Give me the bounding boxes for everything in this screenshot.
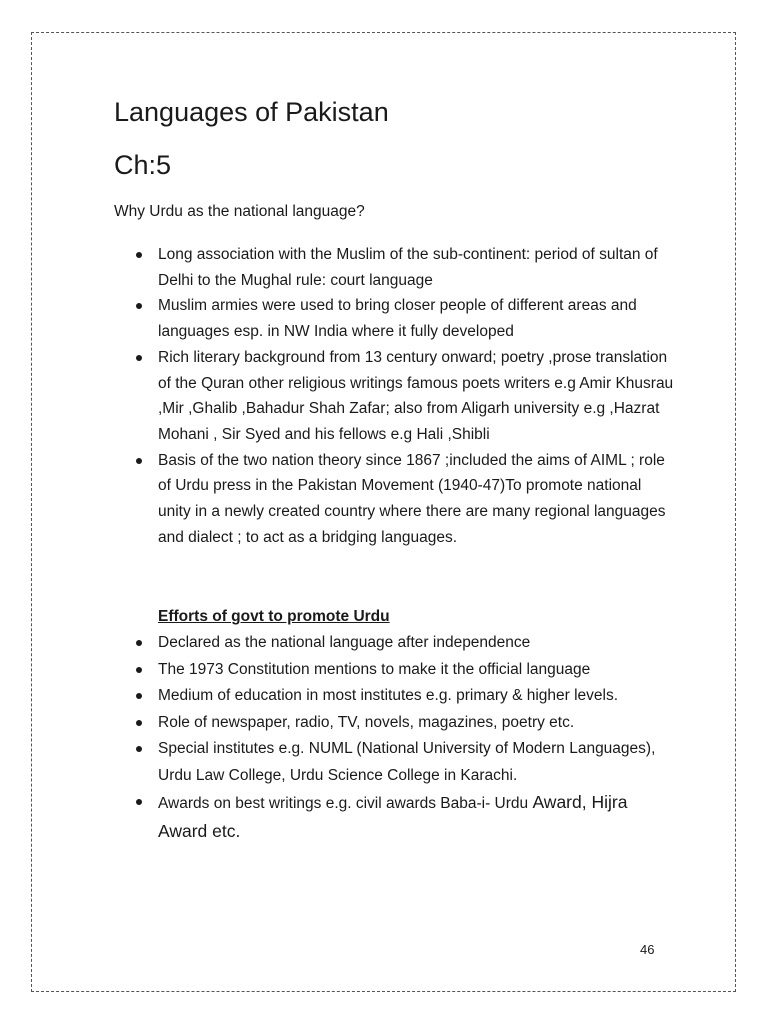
bullet-icon: [136, 355, 142, 361]
bullet-icon: [136, 458, 142, 464]
bullet-icon: [136, 799, 142, 805]
page-title: Languages of Pakistan: [114, 97, 389, 127]
list-item: [114, 789, 674, 846]
list-item: [114, 630, 674, 657]
bullet-icon: [136, 303, 142, 309]
document-body: [114, 92, 674, 846]
list-item: [114, 710, 674, 737]
list-item: [114, 242, 674, 293]
page-number: 46: [640, 942, 655, 957]
list-item-text: The 1973 Constitution mentions to make it the official language: [158, 660, 591, 678]
list-item-text: Medium of education in most institutes e.g. primary & higher levels.: [158, 687, 619, 705]
list-item-text: Awards on best writings e.g. civil awards Baba-i- Urdu: [158, 795, 533, 813]
list-item-text: Muslim armies were used to bring closer people of different areas and languages esp. in NW India where it fully developed: [158, 297, 637, 341]
list-item-text: Declared as the national language after independence: [158, 634, 531, 652]
list-item-text: Basis of the two nation theory since 1867 ;included the aims of AIML ; role of Urdu press in the Pakistan Movement (1940-47)To promote national unity in a newly created country where there are many regional languages and dialect ; to act as a bridging languages.: [158, 451, 666, 546]
efforts-heading: Efforts of govt to promote Urdu: [158, 608, 390, 626]
list-item: [114, 736, 674, 789]
chapter-heading: Ch:5: [114, 150, 172, 180]
list-item-text-large: Award, Hijra Award etc.: [158, 792, 628, 841]
bullet-icon: [136, 720, 142, 726]
list-item-text: Role of newspaper, radio, TV, novels, magazines, poetry etc.: [158, 713, 575, 731]
list-item: [114, 683, 674, 710]
bullet-icon: [136, 693, 142, 699]
list-item-text: Special institutes e.g. NUML (National University of Modern Languages), Urdu Law College, Urdu Science College in Karachi.: [158, 740, 656, 784]
list-item-text: Long association with the Muslim of the sub-continent: period of sultan of Delhi to the Mughal rule: court language: [158, 246, 658, 289]
bullet-icon: [136, 252, 142, 258]
bullet-icon: [136, 667, 142, 673]
bullet-icon: [136, 640, 142, 646]
list-item: [114, 345, 674, 448]
reasons-list: [114, 242, 674, 550]
list-item-text: Rich literary background from 13 century onward; poetry ,prose translation of the Quran other religious writings famous poets writers e.g Amir Khusrau ,Mir ,Ghalib ,Bahadur Shah Zafar; also from Aligarh university e.g ,Hazrat Mohani , Sir Syed and his fellows e.g Hali ,Shibli: [158, 348, 674, 443]
section-question: Why Urdu as the national language?: [114, 203, 365, 220]
list-item: [114, 448, 674, 551]
efforts-list: [114, 630, 674, 846]
list-item: [114, 293, 674, 344]
list-item: [114, 657, 674, 684]
bullet-icon: [136, 746, 142, 752]
